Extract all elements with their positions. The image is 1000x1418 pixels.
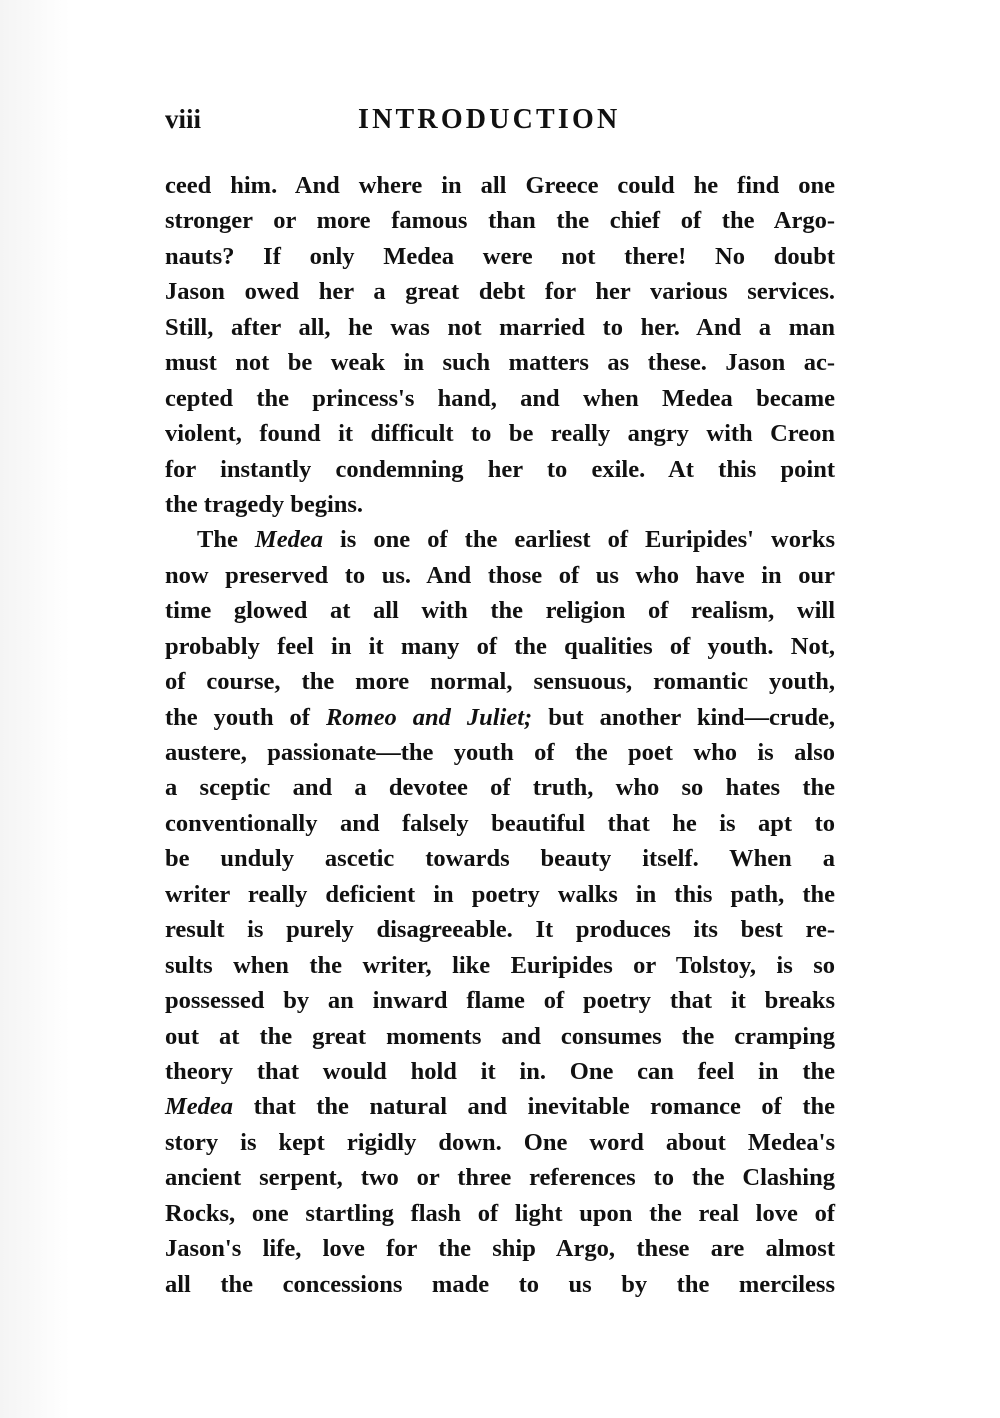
text-segment: time glowed at all with the religion of realism, will	[165, 597, 835, 625]
text-segment: now preserved to us. And those of us who have in our	[165, 561, 835, 589]
text-segment: probably feel in it many of the qualities of youth. Not,	[165, 632, 835, 660]
text-line	[165, 877, 835, 912]
text-segment: a sceptic and a devotee of truth, who so hates the	[165, 774, 835, 802]
italic-title: Romeo and Juliet;	[325, 703, 533, 731]
text-segment: story is kept rigidly down. One word about Medea's	[165, 1128, 835, 1156]
text-segment: ancient serpent, two or three references to the Clashing	[165, 1164, 835, 1192]
text-line	[165, 1196, 835, 1231]
text-line	[165, 310, 835, 345]
text-line	[165, 452, 835, 487]
text-segment: stronger or more famous than the chief of the Argo-	[165, 207, 835, 235]
text-segment: out at the great moments and consumes the cramping	[165, 1022, 835, 1050]
text-line	[165, 203, 835, 238]
text-line	[165, 593, 835, 628]
text-segment: writer really deficient in poetry walks in this path, the	[165, 880, 835, 908]
text-segment: the youth of	[165, 703, 326, 731]
text-line	[165, 1054, 835, 1089]
text-segment: must not be weak in such matters as these. Jason ac-	[165, 349, 835, 377]
text-segment: is one of the earliest of Euripides' works	[322, 526, 836, 554]
page-edge-shading	[0, 0, 70, 1418]
text-segment: that the natural and inevitable romance of the	[233, 1093, 835, 1121]
text-line	[165, 522, 835, 557]
text-line	[165, 948, 835, 983]
running-title: INTRODUCTION	[358, 104, 621, 135]
text-line	[165, 239, 835, 274]
text-segment: Jason owed her a great debt for her various services.	[165, 278, 835, 306]
text-line	[165, 1019, 835, 1054]
text-segment: violent, found it difficult to be really angry with Creon	[165, 420, 835, 448]
text-line	[165, 416, 835, 451]
text-segment: austere, passionate—the youth of the poet who is also	[165, 739, 835, 766]
italic-title: Medea	[254, 526, 323, 554]
text-segment: result is purely disagreeable. It produces its best re-	[165, 916, 835, 944]
text-line	[165, 345, 835, 380]
text-segment: the tragedy begins.	[165, 490, 364, 518]
text-segment: cepted the princess's hand, and when Medea became	[165, 384, 835, 412]
text-segment: Rocks, one startling flash of light upon the real love of	[165, 1199, 835, 1227]
text-segment: The	[197, 526, 255, 554]
text-line	[165, 1125, 835, 1160]
text-line	[165, 735, 835, 770]
italic-title: Medea	[165, 1093, 234, 1121]
text-segment: for instantly condemning her to exile. At this point	[165, 455, 835, 483]
text-segment: theory that would hold it in. One can feel in the	[165, 1057, 835, 1085]
text-line	[165, 841, 835, 876]
text-line	[165, 664, 835, 699]
text-segment: conventionally and falsely beautiful that he is apt to	[165, 809, 835, 837]
text-line	[165, 770, 835, 805]
text-segment: possessed by an inward flame of poetry that it breaks	[165, 987, 835, 1015]
text-segment: of course, the more normal, sensuous, romantic youth,	[165, 668, 835, 696]
text-segment: Still, after all, he was not married to her. And a man	[165, 313, 835, 341]
text-line	[165, 700, 835, 735]
text-segment: all the concessions made to us by the merciless	[165, 1270, 835, 1298]
text-line	[165, 629, 835, 664]
text-line	[165, 983, 835, 1018]
text-line	[165, 1231, 835, 1266]
text-line	[165, 487, 835, 522]
text-segment: Jason's life, love for the ship Argo, these are almost	[165, 1235, 835, 1263]
text-line	[165, 1089, 835, 1124]
body-text	[165, 168, 835, 1302]
text-line	[165, 558, 835, 593]
text-line	[165, 1267, 835, 1302]
text-line	[165, 806, 835, 841]
text-segment: nauts? If only Medea were not there! No doubt	[165, 242, 835, 270]
text-segment: but another kind—crude,	[532, 703, 836, 731]
text-segment: be unduly ascetic towards beauty itself. When a	[165, 845, 835, 873]
text-segment: ceed him. And where in all Greece could he find one	[165, 172, 835, 199]
text-line	[165, 168, 835, 203]
text-segment: sults when the writer, like Euripides or Tolstoy, is so	[165, 951, 835, 979]
text-line	[165, 1160, 835, 1195]
text-line	[165, 912, 835, 947]
text-line	[165, 274, 835, 309]
text-line	[165, 381, 835, 416]
page-number: viii	[165, 104, 202, 134]
running-header	[165, 104, 835, 144]
